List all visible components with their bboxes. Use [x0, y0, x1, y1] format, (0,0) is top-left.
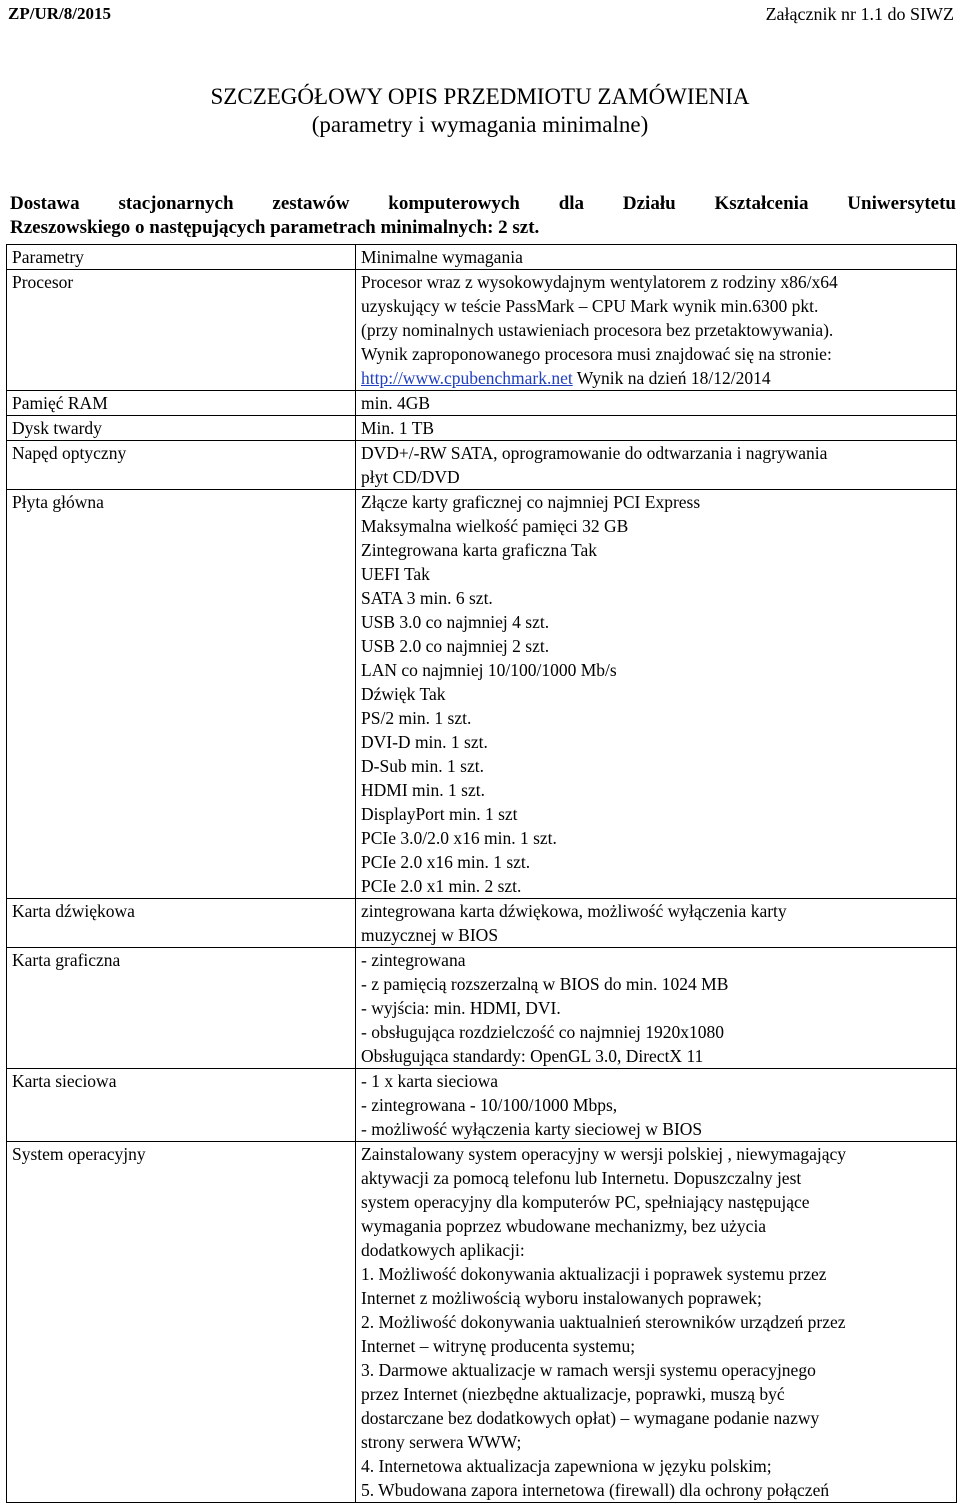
table-header-row — [7, 245, 957, 270]
param-name: Pamięć RAM — [7, 391, 356, 416]
document-reference: ZP/UR/8/2015 — [8, 4, 111, 23]
requirement-line: - zintegrowana — [361, 950, 466, 970]
requirement-line: SATA 3 min. 6 szt. — [361, 588, 493, 608]
requirement-line: aktywacji za pomocą telefonu lub Internetu. Dopuszczalny jest — [361, 1168, 802, 1188]
requirement-line: - z pamięcią rozszerzalną w BIOS do min. 1024 MB — [361, 974, 729, 994]
requirement-line: 3. Darmowe aktualizacje w ramach wersji systemu operacyjnego — [361, 1360, 816, 1380]
requirement-line: UEFI Tak — [361, 564, 430, 584]
requirement-line: 4. Internetowa aktualizacja zapewniona w języku polskim; — [361, 1456, 772, 1476]
requirement-line: DVD+/-RW SATA, oprogramowanie do odtwarzania i nagrywania — [361, 443, 828, 463]
requirement-line: Procesor wraz z wysokowydajnym wentylatorem z rodziny x86/x64 — [361, 272, 838, 292]
requirement-line: dodatkowych aplikacji: — [361, 1240, 525, 1260]
requirement-line: PCIe 2.0 x16 min. 1 szt. — [361, 852, 531, 872]
table-row — [7, 1142, 957, 1503]
link-suffix-text: Wynik na dzień 18/12/2014 — [572, 368, 771, 388]
requirement-cell — [356, 899, 957, 948]
param-name: Płyta główna — [7, 490, 356, 899]
table-row — [7, 441, 957, 490]
param-name: Karta sieciowa — [7, 1069, 356, 1142]
param-name: Dysk twardy — [7, 416, 356, 441]
requirement-line: - obsługująca rozdzielczość co najmniej 1920x1080 — [361, 1022, 725, 1042]
requirement-cell — [356, 1142, 957, 1503]
document-subtitle: (parametry i wymagania minimalne) — [311, 112, 649, 137]
param-name: Karta dźwiękowa — [7, 899, 356, 948]
requirement-cell — [356, 270, 957, 391]
document-title: SZCZEGÓŁOWY OPIS PRZEDMIOTU ZAMÓWIENIA — [210, 84, 750, 109]
requirement-line: wymagania poprzez wbudowane mechanizmy, bez użycia — [361, 1216, 767, 1236]
requirement-line: USB 3.0 co najmniej 4 szt. — [361, 612, 550, 632]
requirement-line: 1. Możliwość dokonywania aktualizacji i poprawek systemu przez — [361, 1264, 827, 1284]
requirement-line: 5. Wbudowana zapora internetowa (firewall) dla ochrony połączeń — [361, 1480, 830, 1500]
requirement-line: Złącze karty graficznej co najmniej PCI Express — [361, 492, 701, 512]
requirement-line: - wyjścia: min. HDMI, DVI. — [361, 998, 561, 1018]
requirement-line: - zintegrowana - 10/100/1000 Mbps, — [361, 1095, 618, 1115]
intro-line-1: Dostawa stacjonarnych zestawów komputerowych dla Działu Kształcenia Uniwersytetu — [10, 193, 956, 214]
requirement-line: (przy nominalnych ustawieniach procesora bez przetaktowywania). — [361, 320, 834, 340]
param-name: System operacyjny — [7, 1142, 356, 1503]
table-row — [7, 416, 957, 441]
header-requirements: Minimalne wymagania — [356, 245, 957, 270]
requirement-line: PCIe 3.0/2.0 x16 min. 1 szt. — [361, 828, 557, 848]
requirement-line: D-Sub min. 1 szt. — [361, 756, 484, 776]
requirement-line: LAN co najmniej 10/100/1000 Mb/s — [361, 660, 617, 680]
requirement-line: HDMI min. 1 szt. — [361, 780, 485, 800]
requirement-line: PCIe 2.0 x1 min. 2 szt. — [361, 876, 522, 896]
table-row — [7, 948, 957, 1069]
requirement-cell — [356, 948, 957, 1069]
param-name: Napęd optyczny — [7, 441, 356, 490]
requirement-line: zintegrowana karta dźwiękowa, możliwość wyłączenia karty — [361, 901, 787, 921]
intro-line-2: Rzeszowskiego o następujących parametrach minimalnych: 2 szt. — [10, 217, 540, 238]
header-parameters: Parametry — [7, 245, 356, 270]
requirement-line: Dźwięk Tak — [361, 684, 446, 704]
requirement-line: DVI-D min. 1 szt. — [361, 732, 488, 752]
requirement-line: Min. 1 TB — [361, 418, 435, 438]
table-row — [7, 1069, 957, 1142]
requirement-line: strony serwera WWW; — [361, 1432, 522, 1452]
requirement-line: - 1 x karta sieciowa — [361, 1071, 499, 1091]
param-name: Karta graficzna — [7, 948, 356, 1069]
requirement-line — [361, 366, 952, 390]
annex-label: Załącznik nr 1.1 do SIWZ — [765, 4, 954, 24]
requirement-line: Zainstalowany system operacyjny w wersji polskiej , niewymagający — [361, 1144, 847, 1164]
requirement-cell — [356, 391, 957, 416]
requirement-line: muzycznej w BIOS — [361, 925, 499, 945]
requirement-line: PS/2 min. 1 szt. — [361, 708, 472, 728]
table-row — [7, 391, 957, 416]
param-name: Procesor — [7, 270, 356, 391]
requirement-line: Maksymalna wielkość pamięci 32 GB — [361, 516, 629, 536]
requirement-line: - możliwość wyłączenia karty sieciowej w BIOS — [361, 1119, 703, 1139]
requirement-line: płyt CD/DVD — [361, 467, 460, 487]
spec-table — [6, 244, 957, 1503]
requirement-line: dostarczane bez dodatkowych opłat) – wymagane podanie nazwy — [361, 1408, 820, 1428]
requirement-cell — [356, 441, 957, 490]
requirement-line: Internet z możliwością wyboru instalowanych poprawek; — [361, 1288, 762, 1308]
requirement-line: USB 2.0 co najmniej 2 szt. — [361, 636, 550, 656]
requirement-line: Wynik zaproponowanego procesora musi znajdować się na stronie: — [361, 344, 832, 364]
requirement-cell — [356, 490, 957, 899]
table-row — [7, 490, 957, 899]
requirement-line: uzyskujący w teście PassMark – CPU Mark wynik min.6300 pkt. — [361, 296, 819, 316]
table-row — [7, 899, 957, 948]
requirement-line: Internet – witrynę producenta systemu; — [361, 1336, 636, 1356]
requirement-cell — [356, 1069, 957, 1142]
requirement-line: system operacyjny dla komputerów PC, spełniający następujące — [361, 1192, 810, 1212]
cpubenchmark-link[interactable]: http://www.cpubenchmark.net — [361, 368, 573, 388]
requirement-line: Obsługująca standardy: OpenGL 3.0, DirectX 11 — [361, 1046, 704, 1066]
table-row — [7, 270, 957, 391]
intro-paragraph — [10, 192, 956, 240]
requirement-line: DisplayPort min. 1 szt — [361, 804, 518, 824]
requirement-line: Zintegrowana karta graficzna Tak — [361, 540, 598, 560]
requirement-line: 2. Możliwość dokonywania uaktualnień sterowników urządzeń przez — [361, 1312, 846, 1332]
requirement-line: przez Internet (niezbędne aktualizacje, poprawki, muszą być — [361, 1384, 785, 1404]
requirement-line: min. 4GB — [361, 393, 431, 413]
requirement-cell — [356, 416, 957, 441]
